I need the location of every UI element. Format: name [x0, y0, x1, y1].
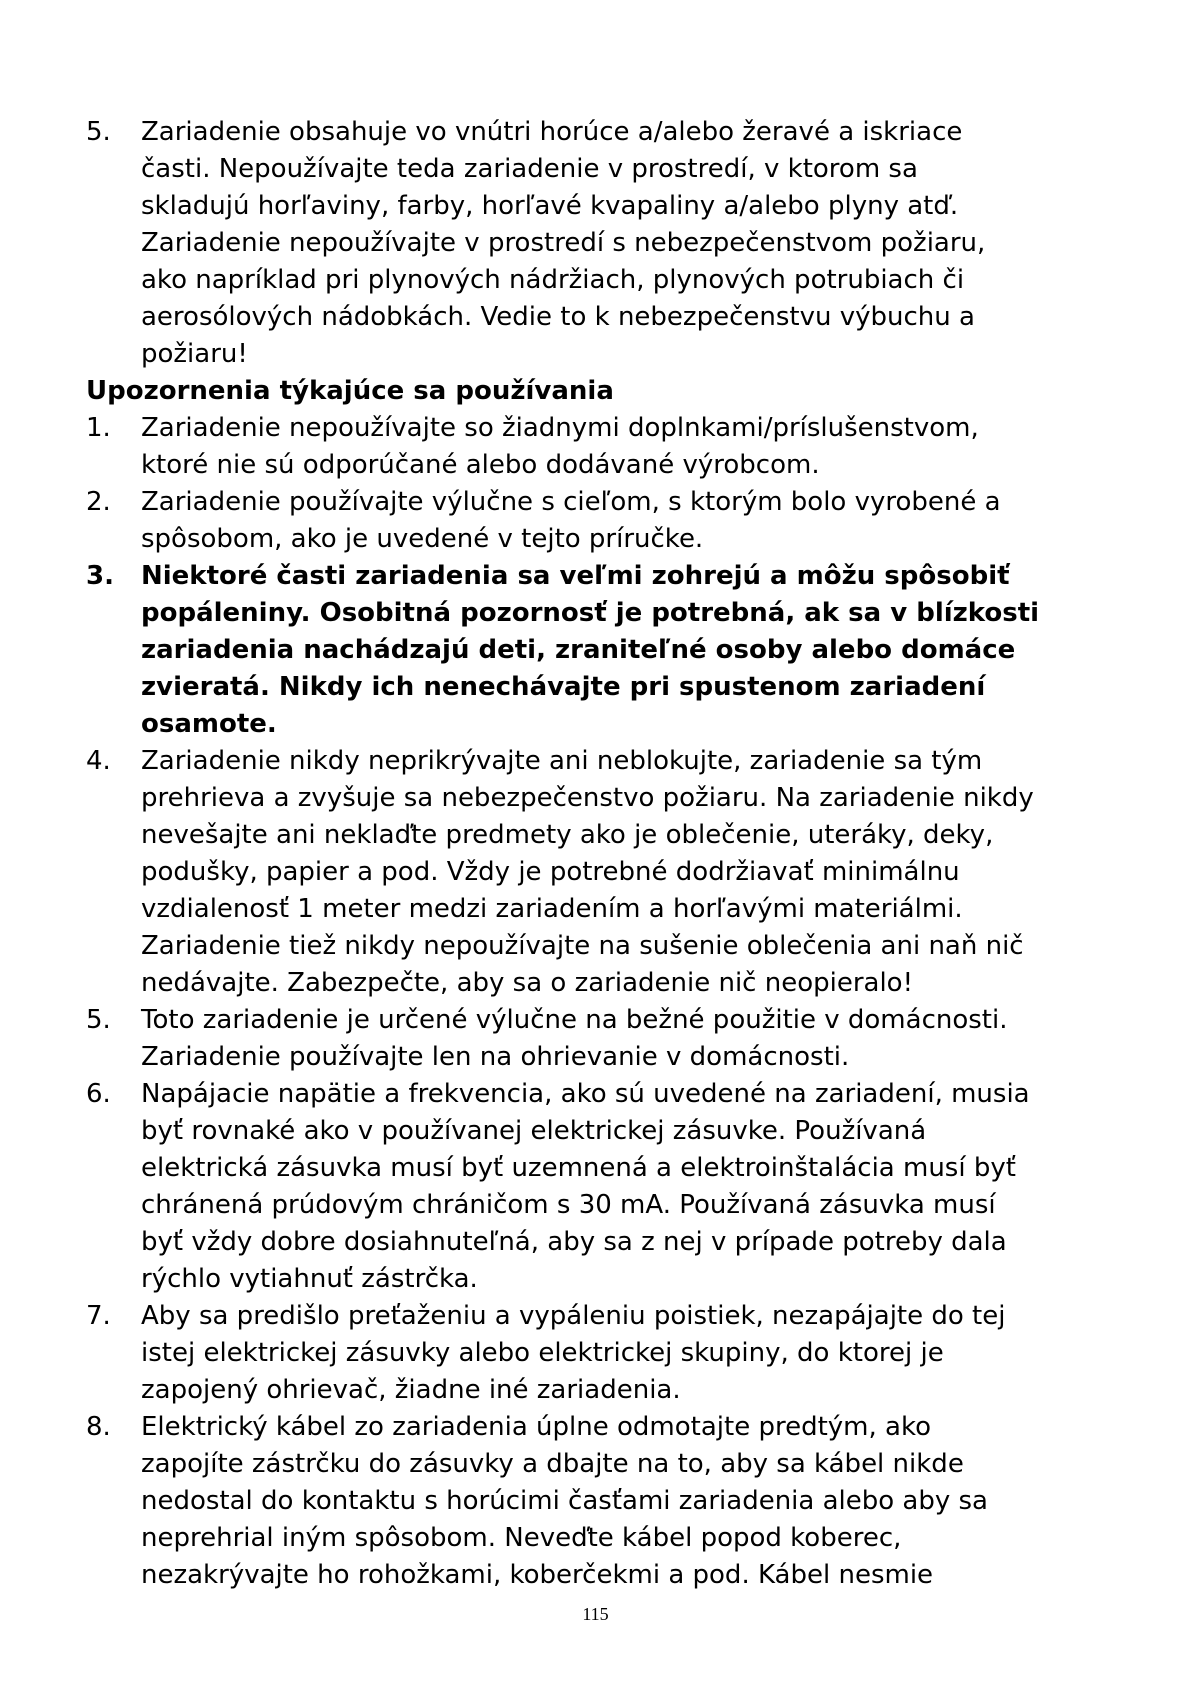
list-item-line [86, 299, 1126, 336]
list-item-text: zapojíte zástrčku do zásuvky a dbajte na to, aby sa kábel nikde [141, 1449, 964, 1479]
list-item-text: Zariadenie nepoužívajte v prostredí s nebezpečenstvom požiaru, [141, 228, 986, 258]
list-item-line [86, 780, 1126, 817]
section-heading: Upozornenia týkajúce sa používania [86, 376, 614, 406]
list-item-line [86, 1076, 1126, 1113]
list-item [86, 484, 1126, 558]
list-item-line [86, 854, 1126, 891]
list-item-number: 7. [86, 1301, 111, 1331]
list-item-text: nedostal do kontaktu s horúcimi časťami zariadenia alebo aby sa [141, 1486, 988, 1516]
page-number: 115 [582, 1604, 609, 1624]
list-item-line [86, 410, 1126, 447]
list-item-line [86, 1372, 1126, 1409]
list-item-text: ako napríklad pri plynových nádržiach, plynových potrubiach či [141, 265, 965, 295]
list-item [86, 743, 1126, 1002]
list-item-text: nedávajte. Zabezpečte, aby sa o zariadenie nič neopieralo! [141, 968, 914, 998]
list-item-text: Elektrický kábel zo zariadenia úplne odmotajte predtým, ako [141, 1412, 931, 1442]
list-item-line [86, 114, 1126, 151]
list-item-text: Zariadenie nepoužívajte so žiadnymi doplnkami/príslušenstvom, [141, 413, 979, 443]
list-item-text: Zariadenie nikdy neprikrývajte ani neblokujte, zariadenie sa tým [141, 746, 983, 776]
list-item-text: Napájacie napätie a frekvencia, ako sú uvedené na zariadení, musia [141, 1079, 1030, 1109]
list-item-line [86, 706, 1126, 743]
list-item-line [86, 1298, 1126, 1335]
list-item [86, 1002, 1126, 1076]
list-item-text: Niektoré časti zariadenia sa veľmi zohrejú a môžu spôsobiť [141, 561, 1010, 591]
list-item-text: zvieratá. Nikdy ich nenechávajte pri spustenom zariadení [141, 672, 986, 702]
list-item-text: byť rovnaké ako v používanej elektrickej zásuvke. Používaná [141, 1116, 927, 1146]
list-item-text: ktoré nie sú odporúčané alebo dodávané výrobcom. [141, 450, 820, 480]
list-item-text: Aby sa predišlo preťaženiu a vypáleniu poistiek, nezapájajte do tej [141, 1301, 1006, 1331]
list-item-text: skladujú horľaviny, farby, horľavé kvapaliny a/alebo plyny atď. [141, 191, 959, 221]
list-item-line [86, 1261, 1126, 1298]
list-item-text: elektrická zásuvka musí byť uzemnená a elektroinštalácia musí byť [141, 1153, 1016, 1183]
list-item-line [86, 669, 1126, 706]
list-item-line [86, 632, 1126, 669]
list-item-text: istej elektrickej zásuvky alebo elektrickej skupiny, do ktorej je [141, 1338, 944, 1368]
list-item-line [86, 891, 1126, 928]
list-item-text: Toto zariadenie je určené výlučne na bežné použitie v domácnosti. [141, 1005, 1008, 1035]
list-item-line [86, 151, 1126, 188]
list-item-line [86, 1150, 1126, 1187]
list-item-text: popáleniny. Osobitná pozornosť je potrebná, ak sa v blízkosti [141, 598, 1040, 628]
list-item-text: aerosólových nádobkách. Vedie to k nebezpečenstvu výbuchu a [141, 302, 975, 332]
list-item-text: zariadenia nachádzajú deti, zraniteľné osoby alebo domáce [141, 635, 1016, 665]
list-item-text: spôsobom, ako je uvedené v tejto príručke. [141, 524, 704, 554]
list-item-line [86, 447, 1126, 484]
list-item-text: chránená prúdovým chráničom s 30 mA. Používaná zásuvka musí [141, 1190, 996, 1220]
list-item [86, 1298, 1126, 1409]
document-page [86, 114, 1126, 1594]
list-item-text: prehrieva a zvyšuje sa nebezpečenstvo požiaru. Na zariadenie nikdy [141, 783, 1034, 813]
list-item-text: Zariadenie používajte výlučne s cieľom, s ktorým bolo vyrobené a [141, 487, 1001, 517]
list-item-text: požiaru! [141, 339, 248, 369]
list-item-number: 5. [86, 1005, 111, 1035]
list-item-number: 2. [86, 487, 111, 517]
list-item-line [86, 1446, 1126, 1483]
list-item-text: Zariadenie tiež nikdy nepoužívajte na sušenie oblečenia ani naň nič [141, 931, 1024, 961]
list-item-text: byť vždy dobre dosiahnuteľná, aby sa z nej v prípade potreby dala [141, 1227, 1007, 1257]
list-item-line [86, 928, 1126, 965]
list-item [86, 558, 1126, 743]
list-item-text: nezakrývajte ho rohožkami, koberčekmi a pod. Kábel nesmie [141, 1560, 934, 1590]
list-item-number: 6. [86, 1079, 111, 1109]
list-item-line [86, 595, 1126, 632]
list-item-text: podušky, papier a pod. Vždy je potrebné dodržiavať minimálnu [141, 857, 960, 887]
list-item-text: rýchlo vytiahnuť zástrčka. [141, 1264, 478, 1294]
list-item-line [86, 1557, 1126, 1594]
list-item-line [86, 1409, 1126, 1446]
list-item-text: osamote. [141, 709, 277, 739]
list-item-line [86, 1039, 1126, 1076]
list-item-line [86, 1335, 1126, 1372]
list-item [86, 114, 1126, 373]
list-item-line [86, 965, 1126, 1002]
list-item-text: nevešajte ani neklaďte predmety ako je oblečenie, uteráky, deky, [141, 820, 994, 850]
list-item-line [86, 521, 1126, 558]
list-item-line [86, 817, 1126, 854]
list-item-text: Zariadenie používajte len na ohrievanie v domácnosti. [141, 1042, 850, 1072]
list-item-text: neprehrial iným spôsobom. Neveďte kábel popod koberec, [141, 1523, 902, 1553]
list-item-line [86, 558, 1126, 595]
list-item-line [86, 188, 1126, 225]
list-item-line [86, 1113, 1126, 1150]
list-item-text: vzdialenosť 1 meter medzi zariadením a horľavými materiálmi. [141, 894, 963, 924]
list-item-line [86, 262, 1126, 299]
list-item-text: Zariadenie obsahuje vo vnútri horúce a/alebo žeravé a iskriace [141, 117, 963, 147]
list-item-line [86, 336, 1126, 373]
list-item-number: 3. [86, 561, 114, 591]
list-item-text: zapojený ohrievač, žiadne iné zariadenia. [141, 1375, 681, 1405]
list-item-line [86, 1002, 1126, 1039]
list-item-text: časti. Nepoužívajte teda zariadenie v prostredí, v ktorom sa [141, 154, 918, 184]
list-item-line [86, 225, 1126, 262]
list-item-line [86, 1224, 1126, 1261]
list-item-number: 8. [86, 1412, 111, 1442]
list-item-line [86, 743, 1126, 780]
list-item [86, 410, 1126, 484]
list-item-line [86, 1187, 1126, 1224]
list-item-line [86, 1483, 1126, 1520]
list-item [86, 1076, 1126, 1298]
list-item-line [86, 1520, 1126, 1557]
list-item-line [86, 484, 1126, 521]
list-item [86, 1409, 1126, 1594]
list-item-number: 5. [86, 117, 111, 147]
list-item-number: 1. [86, 413, 111, 443]
list-item-number: 4. [86, 746, 111, 776]
